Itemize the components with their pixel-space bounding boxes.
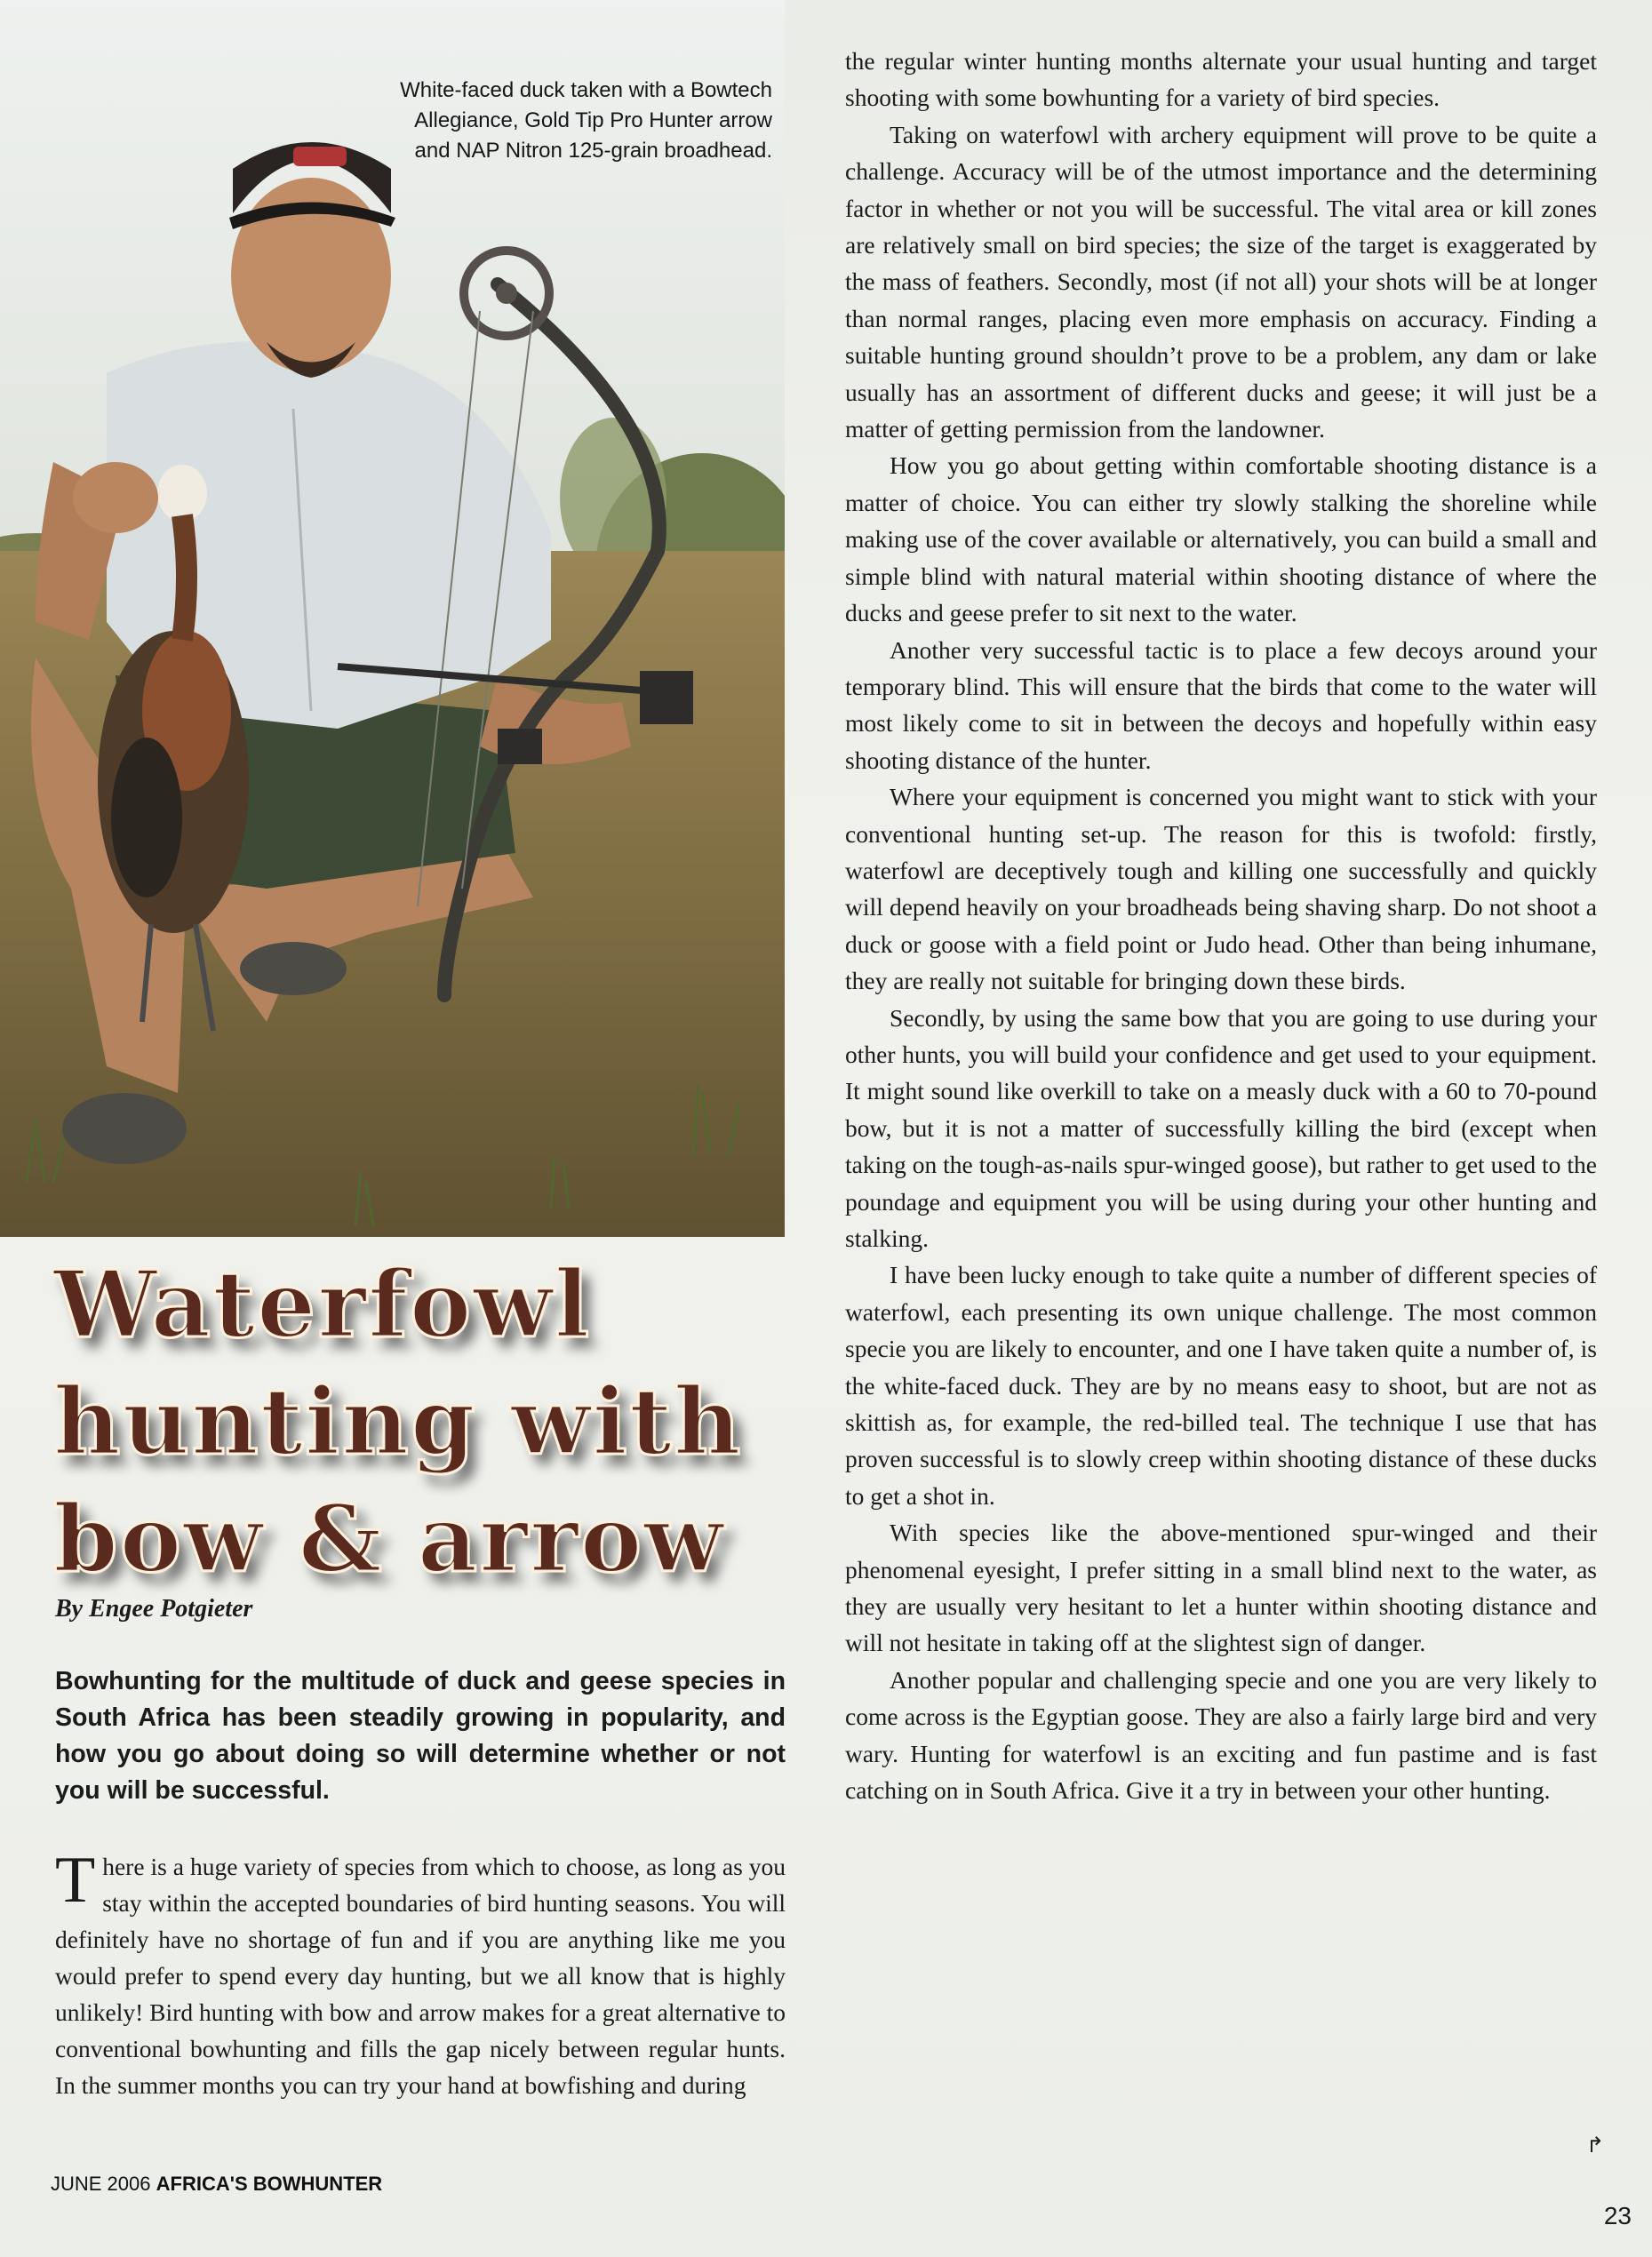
paragraph: the regular winter hunting months alternate your usual hunting and target shooting with some bowhunting for a variety of bird species.	[845, 47, 1597, 112]
photo-caption: White-faced duck taken with a Bowtech Allegiance, Gold Tip Pro Hunter arrow and NAP Nitron 125-grain broadhead.	[400, 78, 772, 163]
drop-cap: T	[55, 1844, 96, 1917]
headline-line-1: Waterfowl	[53, 1249, 592, 1359]
end-mark-icon: ↱	[1586, 2134, 1605, 2157]
headline	[53, 1246, 809, 1598]
right-column-body	[845, 43, 1597, 1809]
headline-line-3: bow & arrow	[53, 1484, 725, 1593]
issue-date: JUNE 2006	[51, 2173, 151, 2195]
paragraph: How you go about getting within comfortable shooting distance is a matter of choice. You can either try slowly stalking the shoreline while making use of the cover available or alternatively, you can build a small and simple blind with natural material within shooting distance of where the ducks and geese prefer to sit next to the water.	[845, 451, 1597, 627]
magazine-name: AFRICA'S BOWHUNTER	[156, 2173, 383, 2195]
paragraph: Secondly, by using the same bow that you are going to use during your other hunts, you will build your confidence and get used to your equipment. It might sound like overkill to take on a measly duck with a 60 to 70-pound bow, but it is not a matter of successfully killing the bird (except when taking on the tough-as-nails spur-winged goose), but rather to get used to the poundage and equipment you will be using during your other hunting and stalking.	[845, 1003, 1597, 1252]
photo-illustration	[0, 0, 785, 1237]
paragraph: With species like the above-mentioned spur-winged and their phenomenal eyesight, I prefer sitting in a small blind next to the water, as they are usually very hesitant to let a hunter within shooting distance and will not hesitate in taking off at the slightest sign of danger.	[845, 1519, 1597, 1657]
headline-line-2: hunting with	[53, 1367, 743, 1476]
left-column-text: here is a huge variety of species from which to choose, as long as you stay within the accepted boundaries of bird hunting seasons. You will definitely have no shortage of fun and if you are anything like me you would prefer to spend every day hunting, but we all know that is highly unlikely! Bird hunting with bow and arrow makes for a great alternative to conventional bowhunting and fills the gap nicely between regular hunts. In the summer months you can try your hand at bowfishing and during	[55, 1853, 786, 2099]
paragraph: Another popular and challenging specie and one you are very likely to come across is the Egyptian goose. They are also a fairly large bird and very wary. Hunting for waterfowl is an exciting and fun pastime and is fast catching on in South Africa. Give it a try in between your other hunting.	[845, 1665, 1597, 1805]
paragraph: Another very successful tactic is to place a few decoys around your temporary blind. This will ensure that the birds that come to the water will most likely come to sit in between the decoys and hopefully within easy shooting distance of the hunter.	[845, 635, 1597, 774]
left-column-body	[55, 1844, 786, 2103]
hunter-photo	[0, 0, 785, 1237]
page-number: 23	[1603, 2202, 1632, 2229]
paragraph: Where your equipment is concerned you might want to stick with your conventional hunting set-up. The reason for this is twofold: firstly, waterfowl are deceptively tough and killing one successfully and quickly will depend heavily on your broadheads being shaving sharp. Do not shoot a duck or goose with a field point or Judo head. Other than being inhumane, they are really not suitable for bringing down these birds.	[845, 783, 1597, 995]
paragraph: Taking on waterfowl with archery equipment will prove to be quite a challenge. Accuracy will be of the utmost importance and the determining factor in whether or not you will be successful. The vital area or kill zones are relatively small on bird species; the size of the target is exaggerated by the mass of feathers. Secondly, most (if not all) your shots will be at longer than normal ranges, placing even more emphasis on accuracy. Finding a suitable hunting ground shouldn’t prove to be a problem, any dam or lake usually has an assortment of different ducks and geese; it will just be a matter of getting permission from the landowner.	[845, 120, 1597, 443]
page-footer	[51, 2173, 382, 2196]
paragraph: I have been lucky enough to take quite a number of different species of waterfowl, each presenting its own unique challenge. The most common specie you are likely to encounter, and one I have taken quite a number of, is the white-faced duck. They are by no means easy to shoot, but are not as skittish as, for example, the red-billed teal. The technique I use that has proven successful is to slowly creep within shooting distance of these ducks to get a shot in.	[845, 1261, 1597, 1510]
standfirst: Bowhunting for the multitude of duck and geese species in South Africa has been steadily growing in popularity, and how you go about doing so will determine whether or not you will be successful.	[55, 1667, 786, 1805]
byline: By Engee Potgieter	[55, 1595, 253, 1623]
